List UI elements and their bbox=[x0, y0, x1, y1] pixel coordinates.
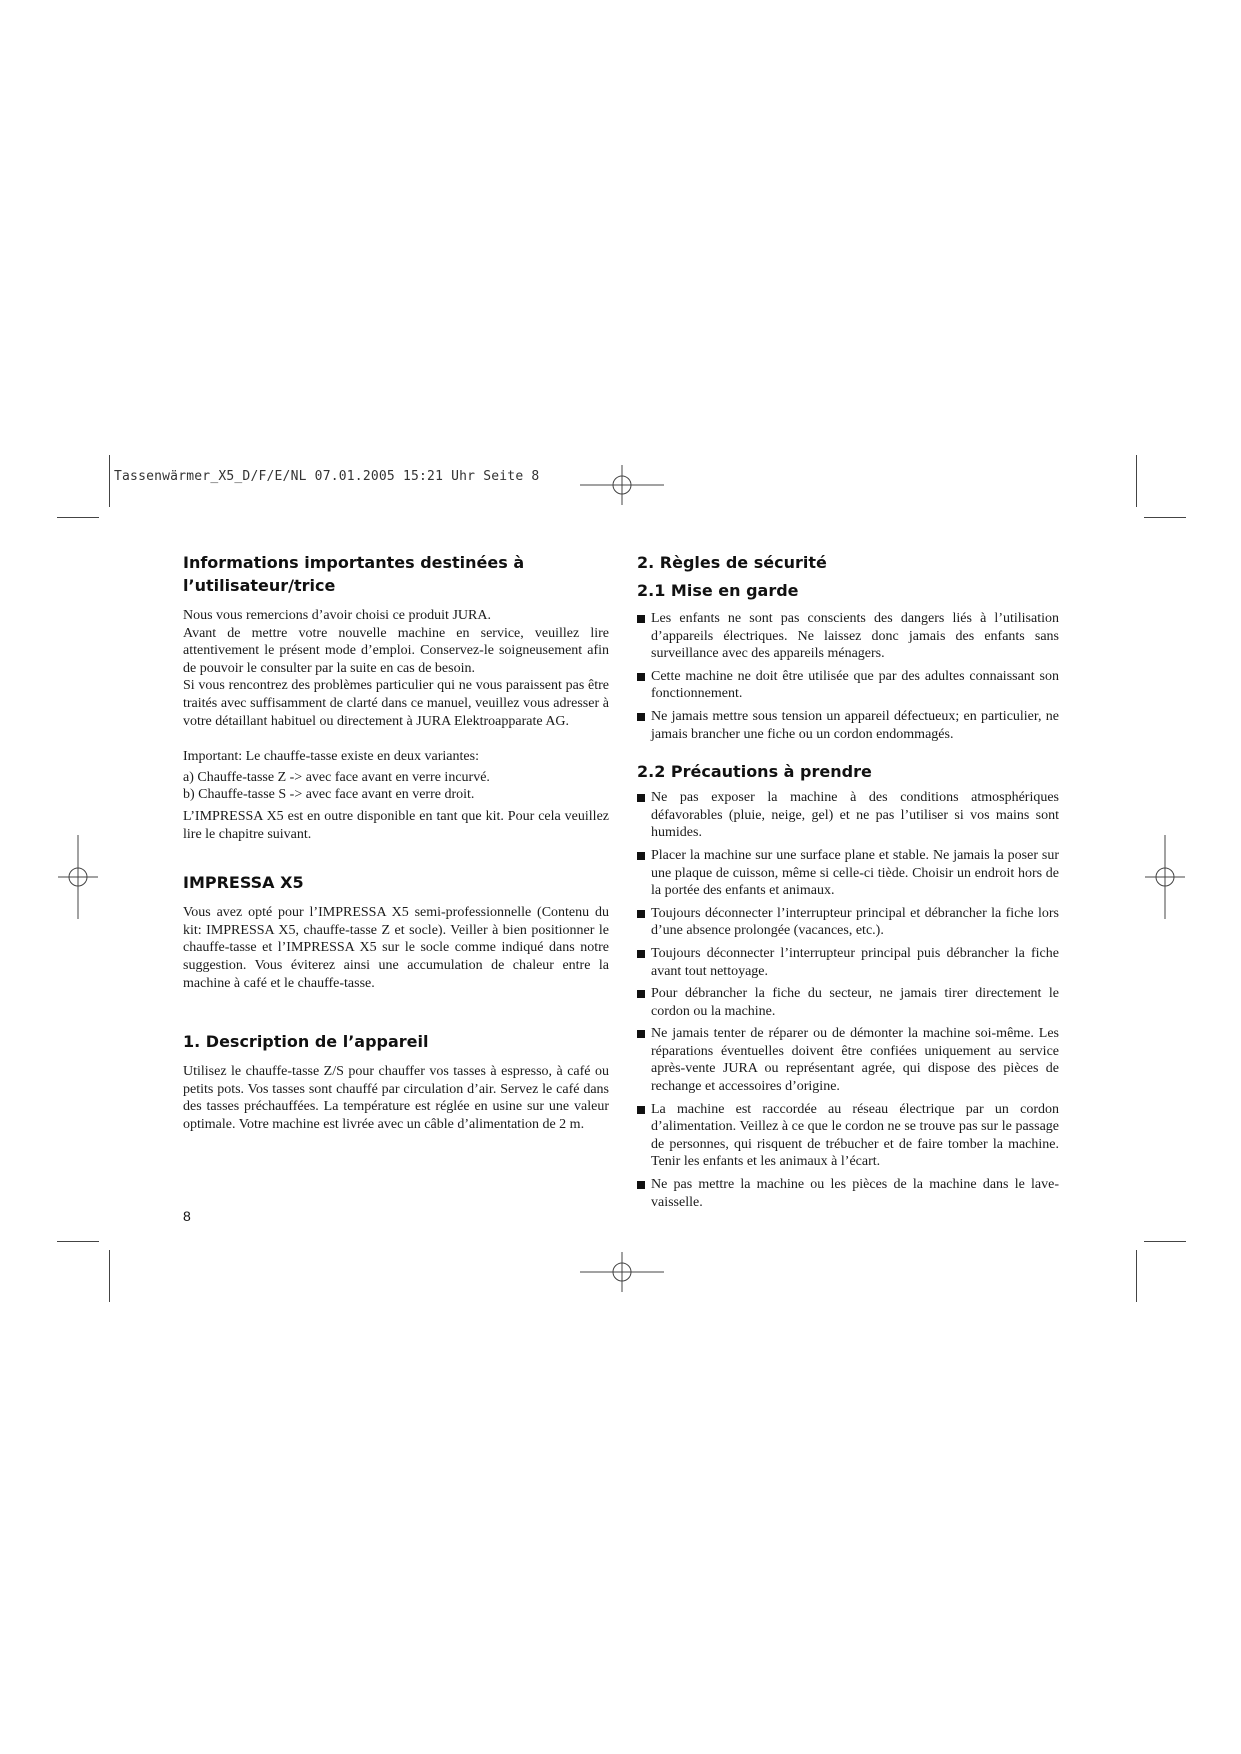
bullet-square-icon bbox=[637, 990, 645, 998]
impressa-paragraph: Vous avez opté pour l’IMPRESSA X5 semi-professionnelle (Contenu du kit: IMPRESSA X5, chauffe-tasse Z et socle). Veiller à bien positionner le chauffe-tasse et l’IMPRESSA X5 sur le socle comme indiqué dans notre suggestion. Vous éviterez ainsi une accumulation de chaleur entre la machine à café et le chauffe-tasse. bbox=[183, 905, 609, 991]
registration-mark-left bbox=[58, 835, 98, 919]
bullet-square-icon bbox=[637, 794, 645, 802]
page-number: 8 bbox=[183, 1208, 191, 1224]
bullet-square-icon bbox=[637, 950, 645, 958]
warning-list bbox=[637, 610, 1059, 743]
bullet-square-icon bbox=[637, 713, 645, 721]
list-item: Toujours déconnecter l’interrupteur principal puis débrancher la fiche avant tout nettoyage. bbox=[637, 945, 1059, 980]
kit-note-paragraph: L’IMPRESSA X5 est en outre disponible en tant que kit. Pour cela veuillez lire le chapitre suivant. bbox=[183, 808, 609, 842]
list-item: Ne jamais mettre sous tension un appareil défectueux; en particulier, ne jamais brancher une fiche ou un cordon endommagés. bbox=[637, 708, 1059, 743]
crop-mark-top-right-vertical bbox=[1136, 455, 1137, 507]
intro-paragraph: Avant de mettre votre nouvelle machine en service, veuillez lire attentivement le présent mode d’emploi. Conservez-le soigneusement afin de pouvoir le consulter par la suite en cas de besoin. bbox=[183, 625, 609, 676]
bullet-square-icon bbox=[637, 1106, 645, 1114]
right-column bbox=[637, 551, 1059, 1216]
description-paragraph: Utilisez le chauffe-tasse Z/S pour chauffer vos tasses à espresso, à café ou petits pots. Vos tasses sont chauffé par circulation d’air. Servez le café dans des tasses préchauffées. La température est réglée en usine sur une valeur optimale. Votre machine est livrée avec un câble d’alimentation de 2 m. bbox=[183, 1064, 609, 1132]
bullet-square-icon bbox=[637, 910, 645, 918]
crop-mark-top-left-vertical bbox=[109, 455, 110, 507]
crop-mark-bottom-right-horizontal bbox=[1144, 1241, 1186, 1242]
crop-mark-bottom-right-vertical bbox=[1136, 1250, 1137, 1302]
bullet-square-icon bbox=[637, 1030, 645, 1038]
precautions-heading: 2.2 Précautions à prendre bbox=[637, 762, 872, 782]
variant-z-line: a) Chauffe-tasse Z -> avec face avant en verre incurvé. bbox=[183, 769, 490, 785]
impressa-heading: IMPRESSA X5 bbox=[183, 873, 304, 893]
list-item: Ne pas exposer la machine à des conditions atmosphériques défavorables (pluie, neige, gel) et ne pas l’utiliser si vos mains sont humides. bbox=[637, 789, 1059, 842]
list-item: Pour débrancher la fiche du secteur, ne jamais tirer directement le cordon ou la machine. bbox=[637, 985, 1059, 1020]
crop-mark-bottom-left-vertical bbox=[109, 1250, 110, 1302]
printer-slug: Tassenwärmer_X5_D/F/E/NL 07.01.2005 15:21 Uhr Seite 8 bbox=[114, 469, 540, 484]
list-item: Ne pas mettre la machine ou les pièces de la machine dans le lave-vaisselle. bbox=[637, 1176, 1059, 1211]
bullet-square-icon bbox=[637, 673, 645, 681]
intro-paragraph: Nous vous remercions d’avoir choisi ce produit JURA. bbox=[183, 608, 491, 623]
description-heading: 1. Description de l’appareil bbox=[183, 1032, 429, 1052]
intro-paragraph: Si vous rencontrez des problèmes particulier qui ne vous paraissent pas être traités avec suffisamment de clarté dans ce manuel, veuillez vous adresser à votre détaillant habituel ou directement à JURA Elektroapparate AG. bbox=[183, 678, 609, 729]
bullet-square-icon bbox=[637, 852, 645, 860]
registration-mark-bottom bbox=[580, 1252, 664, 1292]
important-paragraph: Important: Le chauffe-tasse existe en deux variantes: bbox=[183, 749, 479, 765]
crop-mark-top-right-horizontal bbox=[1144, 517, 1186, 518]
safety-rules-heading: 2. Règles de sécurité bbox=[637, 553, 827, 572]
bullet-square-icon bbox=[637, 1181, 645, 1189]
list-item: Les enfants ne sont pas conscients des dangers liés à l’utilisation d’appareils électriques. Ne laissez donc jamais des enfants sans surveillance avec des appareils ménagers. bbox=[637, 610, 1059, 663]
crop-mark-top-left-horizontal bbox=[57, 517, 99, 518]
warning-heading: 2.1 Mise en garde bbox=[637, 581, 799, 600]
registration-mark-top bbox=[580, 465, 664, 505]
list-item: Placer la machine sur une surface plane et stable. Ne jamais la poser sur une plaque de cuisson, même si celle-ci tiède. Choisir un endroit hors de la portée des enfants et animaux. bbox=[637, 847, 1059, 900]
registration-mark-right bbox=[1145, 835, 1185, 919]
list-item: La machine est raccordée au réseau électrique par un cordon d’alimentation. Veillez à ce que le cordon ne se trouve pas sur le passage de personnes, qui risquent de trébucher et de faire tomber la machine. Tenir les enfants et les animaux à l’écart. bbox=[637, 1101, 1059, 1171]
list-item: Cette machine ne doit être utilisée que par des adultes connaissant son fonctionnement. bbox=[637, 668, 1059, 703]
precautions-list bbox=[637, 789, 1059, 1211]
left-column bbox=[183, 551, 609, 1133]
bullet-square-icon bbox=[637, 615, 645, 623]
variant-s-line: b) Chauffe-tasse S -> avec face avant en verre droit. bbox=[183, 787, 475, 803]
crop-mark-bottom-left-horizontal bbox=[57, 1241, 99, 1242]
intro-heading: Informations importantes destinées à l’utilisateur/trice bbox=[183, 553, 525, 595]
list-item: Ne jamais tenter de réparer ou de démonter la machine soi-même. Les réparations éventuelles doivent être confiées uniquement au service après-vente JURA ou représentant agrée, qui dispose des pièces de rechange et accessoires d’origine. bbox=[637, 1025, 1059, 1095]
list-item: Toujours déconnecter l’interrupteur principal et débrancher la fiche lors d’une absence prolongée (vacances, etc.). bbox=[637, 905, 1059, 940]
